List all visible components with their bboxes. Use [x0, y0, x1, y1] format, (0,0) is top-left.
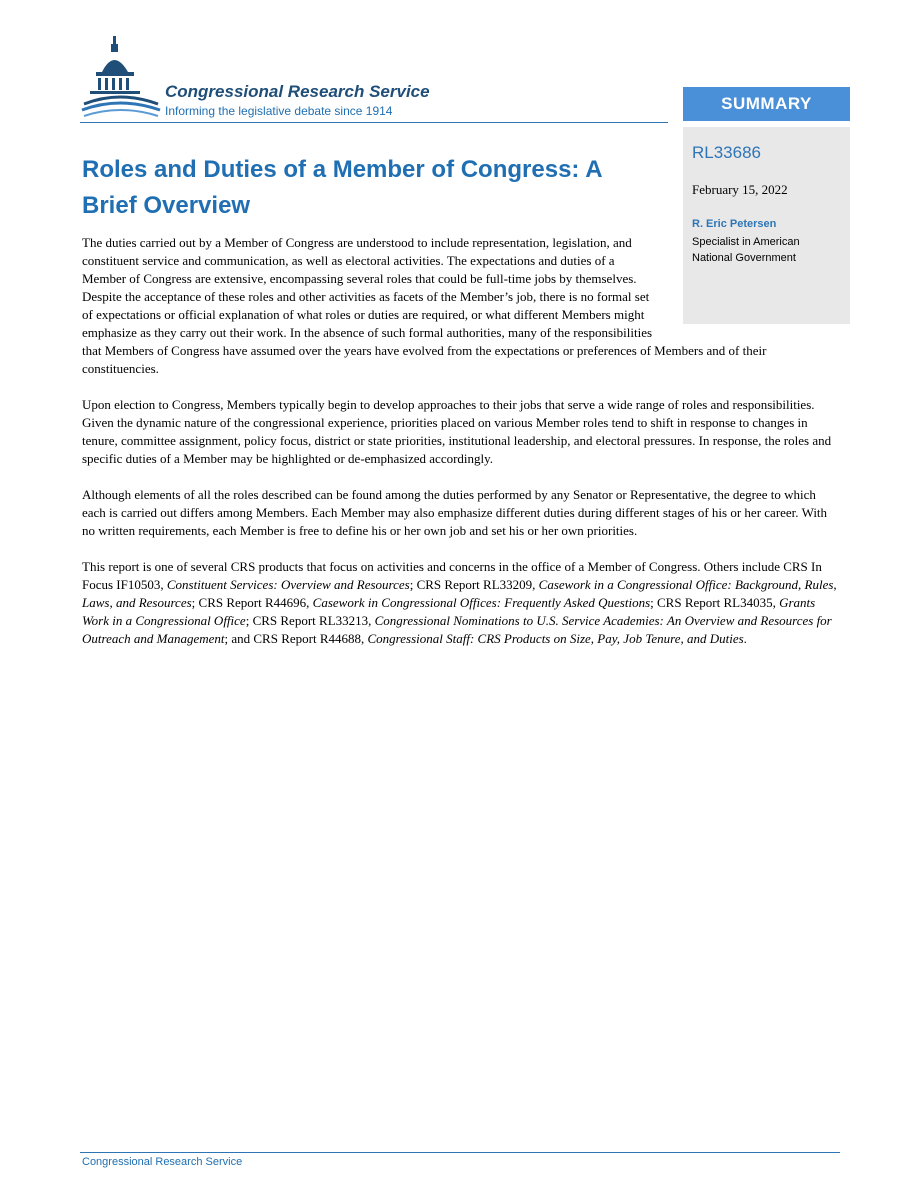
p4-text: ; and CRS Report R44688,	[224, 631, 368, 646]
org-tagline: Informing the legislative debate since 1914	[165, 104, 393, 118]
report-title-r44696: Casework in Congressional Offices: Frequently Asked Questions	[312, 595, 651, 610]
author-title: Specialist in American National Government	[692, 236, 800, 264]
sidebar-wrap-spacer	[653, 234, 838, 334]
capitol-dome-icon	[80, 34, 162, 124]
report-title-rl33213: Congressional Nominations to U.S. Service Academies: An Overview and Resources for Outreach and Management	[82, 613, 832, 646]
report-title-rl33209: Casework in a Congressional Office: Background, Rules, Laws, and Resources	[82, 577, 837, 610]
paragraph-1: The duties carried out by a Member of Congress are understood to include representation, legislation, and constituent service and communication, as well as electoral activities. The expectations and duties of a Member of Congress are extensive, encompassing several roles that could be full-time jobs by themselves. Despite the acceptance of these roles and other activities as facets of the Member’s job, there is no formal set of expectations or official explanation of what roles or duties are required, or what different Members might emphasize as they carry out their work. In the absence of such formal authorities, many of the responsibilities that Members of Congress have assumed over the years have evolved from the expectations or preferences of Members and of their constituencies.	[82, 235, 767, 376]
report-title-rl34035: Grants Work in a Congressional Office	[82, 595, 816, 628]
report-number: RL33686	[692, 143, 762, 162]
header-divider	[80, 122, 668, 123]
author-name: R. Eric Petersen	[692, 218, 777, 230]
crs-logo	[80, 34, 480, 124]
p4-text: ; CRS Report R44696,	[191, 595, 313, 610]
paragraph-3: Although elements of all the roles described can be found among the duties performed by any Senator or Representative, the degree to which each is carried out differs among Members. Each Member may also emphasize different duties during different stages of his or her career. With no written requirements, each Member is free to define his or her own job and set his or her own priorities.	[82, 487, 828, 538]
page-title: Roles and Duties of a Member of Congress: A Brief Overview	[82, 156, 602, 219]
p4-text: .	[743, 631, 747, 646]
p4-text: ; CRS Report RL34035,	[650, 595, 780, 610]
org-name: Congressional Research Service	[165, 82, 430, 101]
footer-org-name: Congressional Research Service	[82, 1156, 243, 1168]
summary-body	[82, 234, 838, 666]
summary-heading: SUMMARY	[683, 87, 850, 121]
report-title-r44688: Congressional Staff: CRS Products on Size, Pay, Job Tenure, and Duties	[367, 631, 744, 646]
paragraph-2: Upon election to Congress, Members typically begin to develop approaches to their jobs that serve a wide range of roles and responsibilities. Given the dynamic nature of the congressional experience, priorities placed on various Member roles tend to shift in response to changes in tenure, committee assignment, policy focus, district or state priorities, institutional leadership, and electoral pressures. In response, the roles and specific duties of a Member may be highlighted or de-emphasized accordingly.	[82, 397, 832, 466]
paragraph-4	[82, 558, 838, 648]
report-title-if10503: Constituent Services: Overview and Resources	[166, 577, 410, 592]
p4-text: This report is one of several CRS products that focus on activities and concerns in the office of a Member of Congress. Others include CRS In Focus IF10503,	[82, 559, 822, 592]
footer-divider	[80, 1152, 840, 1153]
p4-text: ; CRS Report RL33213,	[245, 613, 375, 628]
report-date: February 15, 2022	[692, 182, 788, 197]
p4-text: ; CRS Report RL33209,	[409, 577, 539, 592]
